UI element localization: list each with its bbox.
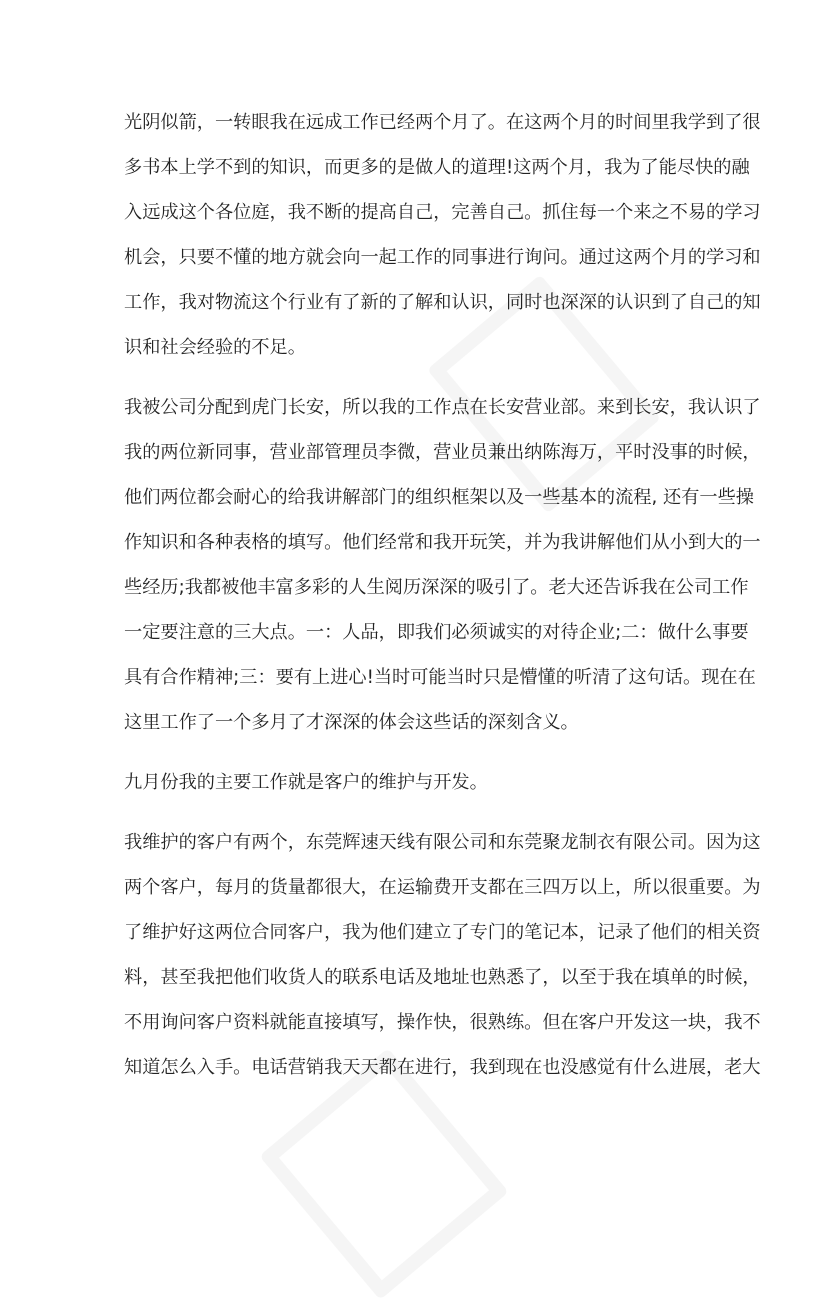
- text-line: 不用询问客户资料就能直接填写，操作快，很熟练。但在客户开发这一块，我不: [124, 1012, 761, 1033]
- text-line: 料，甚至我把他们收货人的联系电话及地址也熟悉了，以至于我在填单的时候，: [124, 967, 761, 988]
- text-line: 我被公司分配到虎门长安，所以我的工作点在长安营业部。来到长安，我认识了: [124, 397, 761, 418]
- paragraph: [124, 827, 761, 1097]
- paragraph: [124, 392, 761, 752]
- document-body: [124, 107, 761, 1112]
- text-line: 识和社会经验的不足。: [124, 337, 306, 358]
- text-line: 些经历;我都被他丰富多彩的人生阅历深深的吸引了。老大还告诉我在公司工作: [124, 577, 749, 598]
- text-line: 他们两位都会耐心的给我讲解部门的组织框架以及一些基本的流程, 还有一些操: [124, 487, 754, 508]
- text-line: 九月份我的主要工作就是客户的维护与开发。: [124, 772, 488, 793]
- text-line: 多书本上学不到的知识，而更多的是做人的道理!这两个月，我为了能尽快的融: [124, 157, 750, 178]
- text-line: 工作，我对物流这个行业有了新的了解和认识，同时也深深的认识到了自己的知: [124, 292, 761, 313]
- text-line: 入远成这个各位庭，我不断的提高自己，完善自己。抓住每一个来之不易的学习: [124, 202, 761, 223]
- text-line: 光阴似箭，一转眼我在远成工作已经两个月了。在这两个月的时间里我学到了很: [124, 112, 761, 133]
- text-line: 我的两位新同事，营业部管理员李微，营业员兼出纳陈海万，平时没事的时候，: [124, 442, 761, 463]
- text-line: 这里工作了一个多月了才深深的体会这些话的深刻含义。: [124, 712, 579, 733]
- text-line: 一定要注意的三大点。一：人品，即我们必须诚实的对待企业;二：做什么事要: [124, 622, 749, 643]
- text-line: 具有合作精神;三：要有上进心!当时可能当时只是懵懂的听清了这句话。现在在: [124, 667, 756, 688]
- text-line: 作知识和各种表格的填写。他们经常和我开玩笑，并为我讲解他们从小到大的一: [124, 532, 761, 553]
- text-line: 两个客户，每月的货量都很大，在运输费开支都在三四万以上，所以很重要。为: [124, 877, 761, 898]
- text-line: 知道怎么入手。电话营销我天天都在进行，我到现在也没感觉有什么进展，老大: [124, 1057, 761, 1078]
- text-line: 我维护的客户有两个，东莞辉速天线有限公司和东莞聚龙制衣有限公司。因为这: [124, 832, 761, 853]
- text-line: 机会，只要不懂的地方就会向一起工作的同事进行询问。通过这两个月的学习和: [124, 247, 761, 268]
- paragraph: [124, 107, 761, 377]
- paragraph: [124, 767, 724, 812]
- text-line: 了维护好这两位合同客户，我为他们建立了专门的笔记本，记录了他们的相关资: [124, 922, 761, 943]
